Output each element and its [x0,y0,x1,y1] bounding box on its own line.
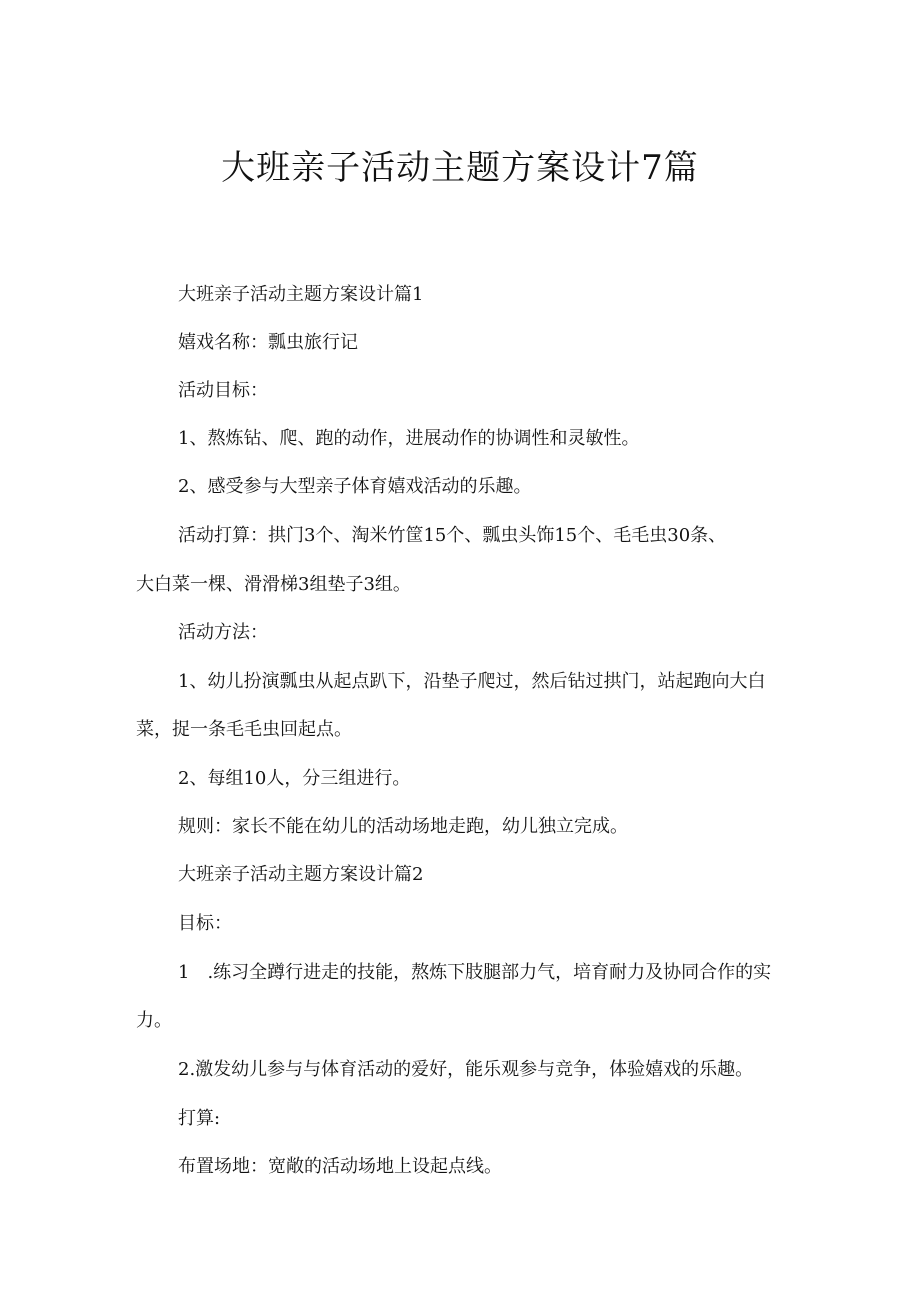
target-item-1: 1 .练习全蹲行进走的技能，熬炼下肢腿部力气，培育耐力及协同合作的实 [178,962,772,983]
section-heading-1: 大班亲子活动主题方案设计篇1 [178,284,424,305]
target-heading: 目标： [178,913,232,934]
goal-item-1: 1、熬炼钻、爬、跑的动作，进展动作的协调性和灵敏性。 [178,428,640,449]
target-item-1-continued: 力。 [136,1010,172,1031]
venue-setup-line: 布置场地：宽敞的活动场地上设起点线。 [178,1156,502,1177]
preparation-line-continued: 大白菜一棵、滑滑梯3组垫子3组。 [136,574,411,595]
method-item-2: 2、每组10人，分三组进行。 [178,768,411,789]
section-heading-2: 大班亲子活动主题方案设计篇2 [178,864,424,885]
activity-goal-heading: 活动目标： [178,380,268,401]
method-item-1: 1、幼儿扮演瓢虫从起点趴下，沿垫子爬过，然后钻过拱门，站起跑向大白 [178,671,766,692]
preparation-line: 活动打算：拱门3个、淘米竹筐15个、瓢虫头饰15个、毛毛虫30条、 [178,525,727,546]
document-title: 大班亲子活动主题方案设计7篇 [221,148,699,188]
rule-line: 规则：家长不能在幼儿的活动场地走跑，幼儿独立完成。 [178,816,628,837]
target-item-2: 2.激发幼儿参与与体育活动的爱好，能乐观参与竞争，体验嬉戏的乐趣。 [178,1059,754,1080]
method-item-1-continued: 菜，捉一条毛毛虫回起点。 [136,719,352,740]
goal-item-2: 2、感受参与大型亲子体育嬉戏活动的乐趣。 [178,476,532,497]
method-heading: 活动方法： [178,622,268,643]
game-name-line: 嬉戏名称：瓢虫旅行记 [178,332,358,353]
prepare-heading: 打算: [178,1108,221,1129]
